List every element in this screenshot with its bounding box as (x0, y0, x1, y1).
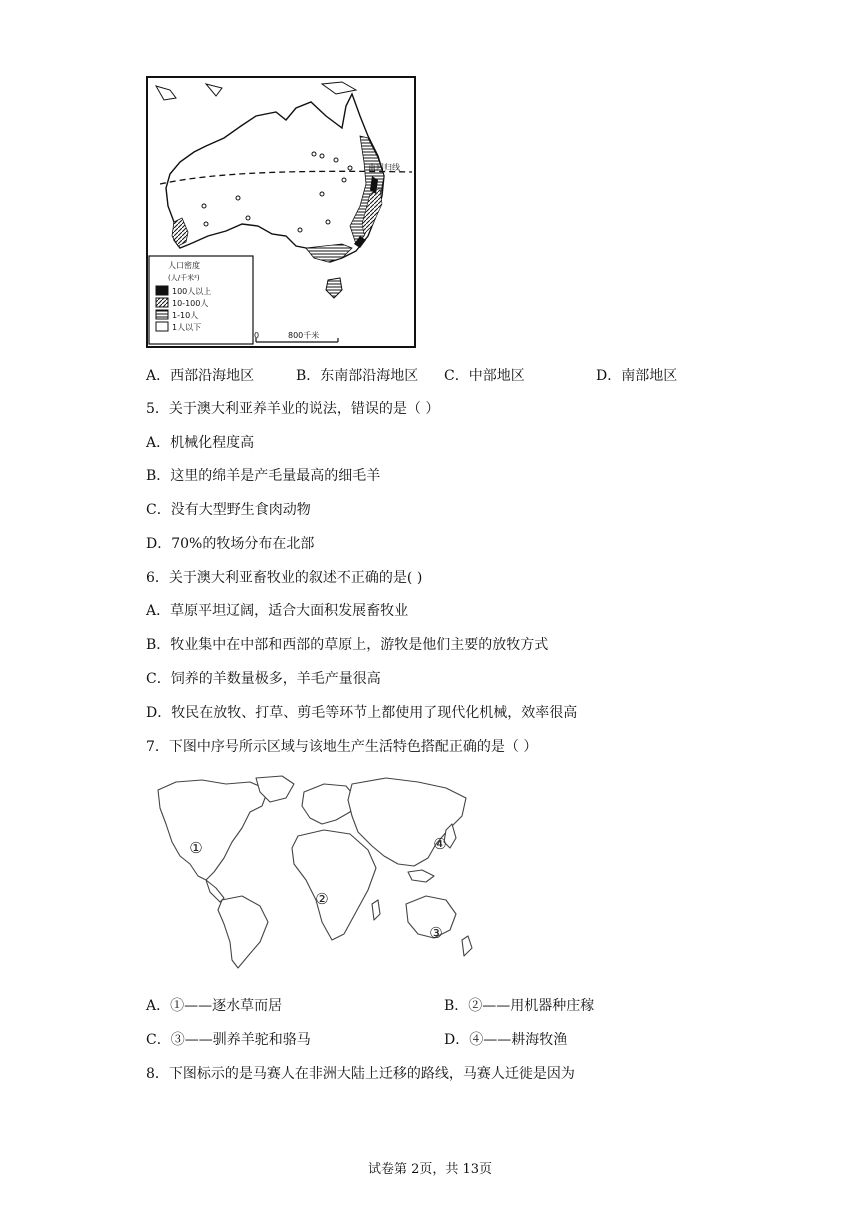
q6-option-b: B．牧业集中在中部和西部的草原上，游牧是他们主要的放牧方式 (146, 637, 549, 653)
q4-option-a (146, 366, 254, 386)
world-map (146, 772, 482, 972)
q7-stem: 7．下图中序号所示区域与该地生产生活特色搭配正确的是（ ） (146, 739, 538, 755)
option-text: ①——逐水草而居 (170, 998, 283, 1014)
option-key: C． (444, 368, 469, 384)
option-key: C． (146, 1032, 171, 1048)
legend-item: 1人以下 (172, 323, 202, 332)
legend-item: 100人以上 (172, 287, 212, 296)
q8-stem: 8．下图标示的是马赛人在非洲大陆上迁移的路线，马赛人迁徙是因为 (146, 1066, 575, 1082)
option-text: ③——驯养羊驼和骆马 (170, 1032, 311, 1048)
q7-option-d (444, 1030, 567, 1050)
legend-item: 1-10人 (172, 311, 199, 320)
q5-option-a: A．机械化程度高 (146, 435, 255, 451)
map-marker: ① (189, 839, 203, 857)
q4-option-c (444, 366, 525, 386)
q6-stem: 6．关于澳大利亚畜牧业的叙述不正确的是( ) (146, 570, 423, 586)
q7-option-c (146, 1030, 311, 1050)
q5-option-d: D．70%的牧场分布在北部 (146, 536, 315, 552)
option-text: 东南部沿海地区 (320, 368, 419, 384)
scale-zero: 0 (254, 331, 260, 340)
south-america-outline (218, 896, 268, 968)
option-key: A． (146, 998, 171, 1014)
q7-option-a (146, 996, 282, 1016)
legend-title: 人口密度 (168, 261, 200, 270)
q5-stem: 5．关于澳大利亚养羊业的说法，错误的是（ ） (146, 401, 440, 417)
option-text: ④——耕海牧渔 (469, 1032, 568, 1048)
q4-option-d (596, 366, 677, 386)
page-footer: 试卷第 2页，共 13页 (367, 1162, 493, 1177)
legend-item: 10-100人 (172, 299, 209, 308)
option-key: D． (444, 1032, 470, 1048)
option-text: 西部沿海地区 (170, 368, 255, 384)
option-key: D． (596, 368, 622, 384)
map-marker: ④ (433, 835, 447, 853)
q6-option-a: A．草原平坦辽阔，适合大面积发展畜牧业 (146, 603, 409, 619)
africa-outline (292, 830, 376, 940)
scale-label: 800千米 (288, 331, 320, 340)
map-marker: ② (315, 890, 329, 908)
tropic-label: 南回归线 (368, 163, 400, 172)
option-key: B． (444, 998, 469, 1014)
q6-option-d: D．牧民在放牧、打草、剪毛等环节上都使用了现代化机械，效率很高 (146, 705, 578, 721)
option-key: A． (146, 368, 171, 384)
europe-outline (302, 784, 356, 824)
legend-unit: (人/千米²) (168, 274, 200, 282)
q7-option-b (444, 996, 594, 1016)
q6-option-c: C．饲养的羊数量极多，羊毛产量很高 (146, 671, 381, 687)
q5-option-b: B．这里的绵羊是产毛量最高的细毛羊 (146, 468, 381, 484)
option-text: 南部地区 (621, 368, 678, 384)
australia-population-map (146, 76, 416, 348)
q4-option-b (296, 366, 418, 386)
option-text: 中部地区 (468, 368, 525, 384)
map-marker: ③ (429, 924, 443, 942)
option-text: ②——用机器种庄稼 (468, 998, 595, 1014)
q5-option-c: C．没有大型野生食肉动物 (146, 502, 311, 518)
option-key: B． (296, 368, 321, 384)
north-america-outline (158, 780, 268, 880)
